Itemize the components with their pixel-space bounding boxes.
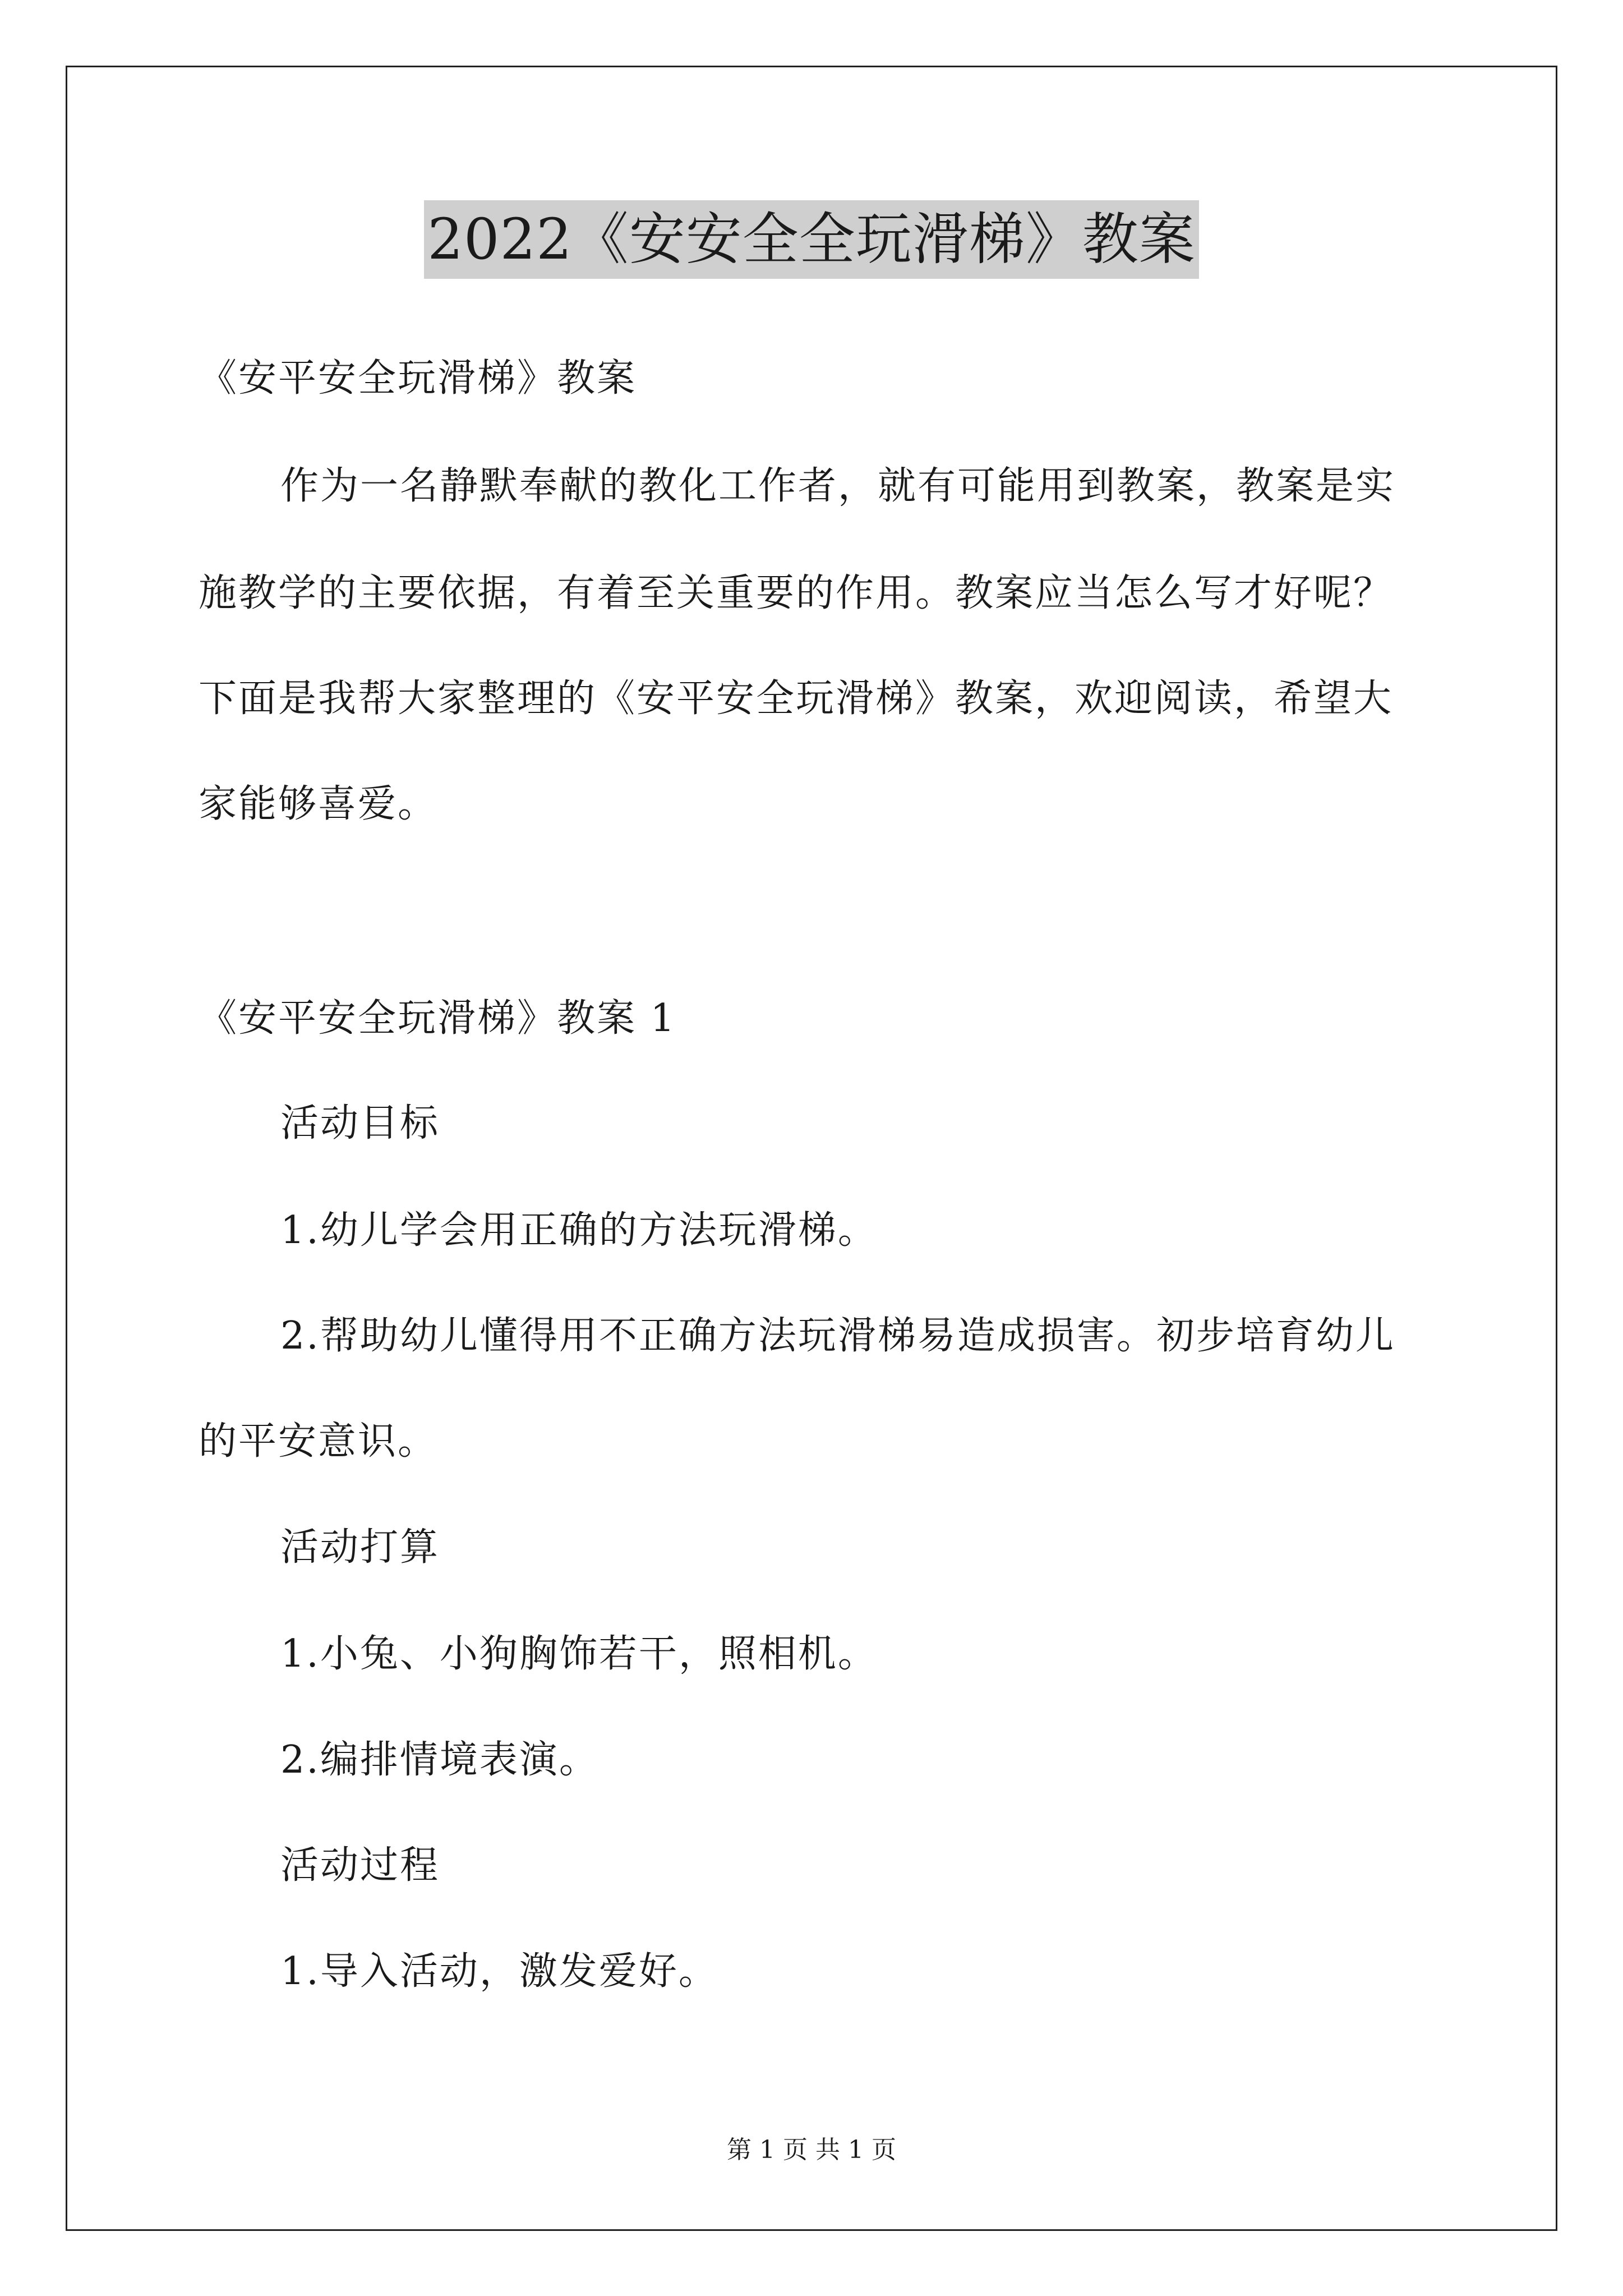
subheading-preparation: 活动打算 [280,1525,440,1570]
page-footer: 第 1 页 共 1 页 [727,2136,896,2164]
intro-heading: 《安平安全玩滑梯》教案 [199,356,637,401]
document-title: 2022《安安全全玩滑梯》教案 [424,200,1199,279]
list-item-continuation: 的平安意识。 [199,1419,438,1464]
list-item: 1.幼儿学会用正确的方法玩滑梯。 [280,1208,878,1253]
paragraph-line: 下面是我帮大家整理的《安平安全玩滑梯》教案，欢迎阅读，希望大 [199,677,1394,721]
paragraph-line: 作为一名静默奉献的教化工作者，就有可能用到教案，教案是实 [280,464,1396,508]
section-heading: 《安平安全玩滑梯》教案 1 [199,996,676,1041]
list-item: 2.编排情境表演。 [280,1738,599,1782]
subheading-process: 活动过程 [280,1843,440,1888]
list-item: 2.帮助幼儿懂得用不正确方法玩滑梯易造成损害。初步培育幼儿 [280,1314,1395,1358]
list-item: 1.导入活动，激发爱好。 [280,1949,718,1994]
subheading-goals: 活动目标 [280,1101,440,1145]
list-item: 1.小兔、小狗胸饰若干，照相机。 [280,1632,878,1676]
title-container [0,200,1623,279]
paragraph-line: 施教学的主要依据，有着至关重要的作用。教案应当怎么写才好呢？ [199,571,1394,615]
paragraph-line: 家能够喜爱。 [199,782,438,826]
